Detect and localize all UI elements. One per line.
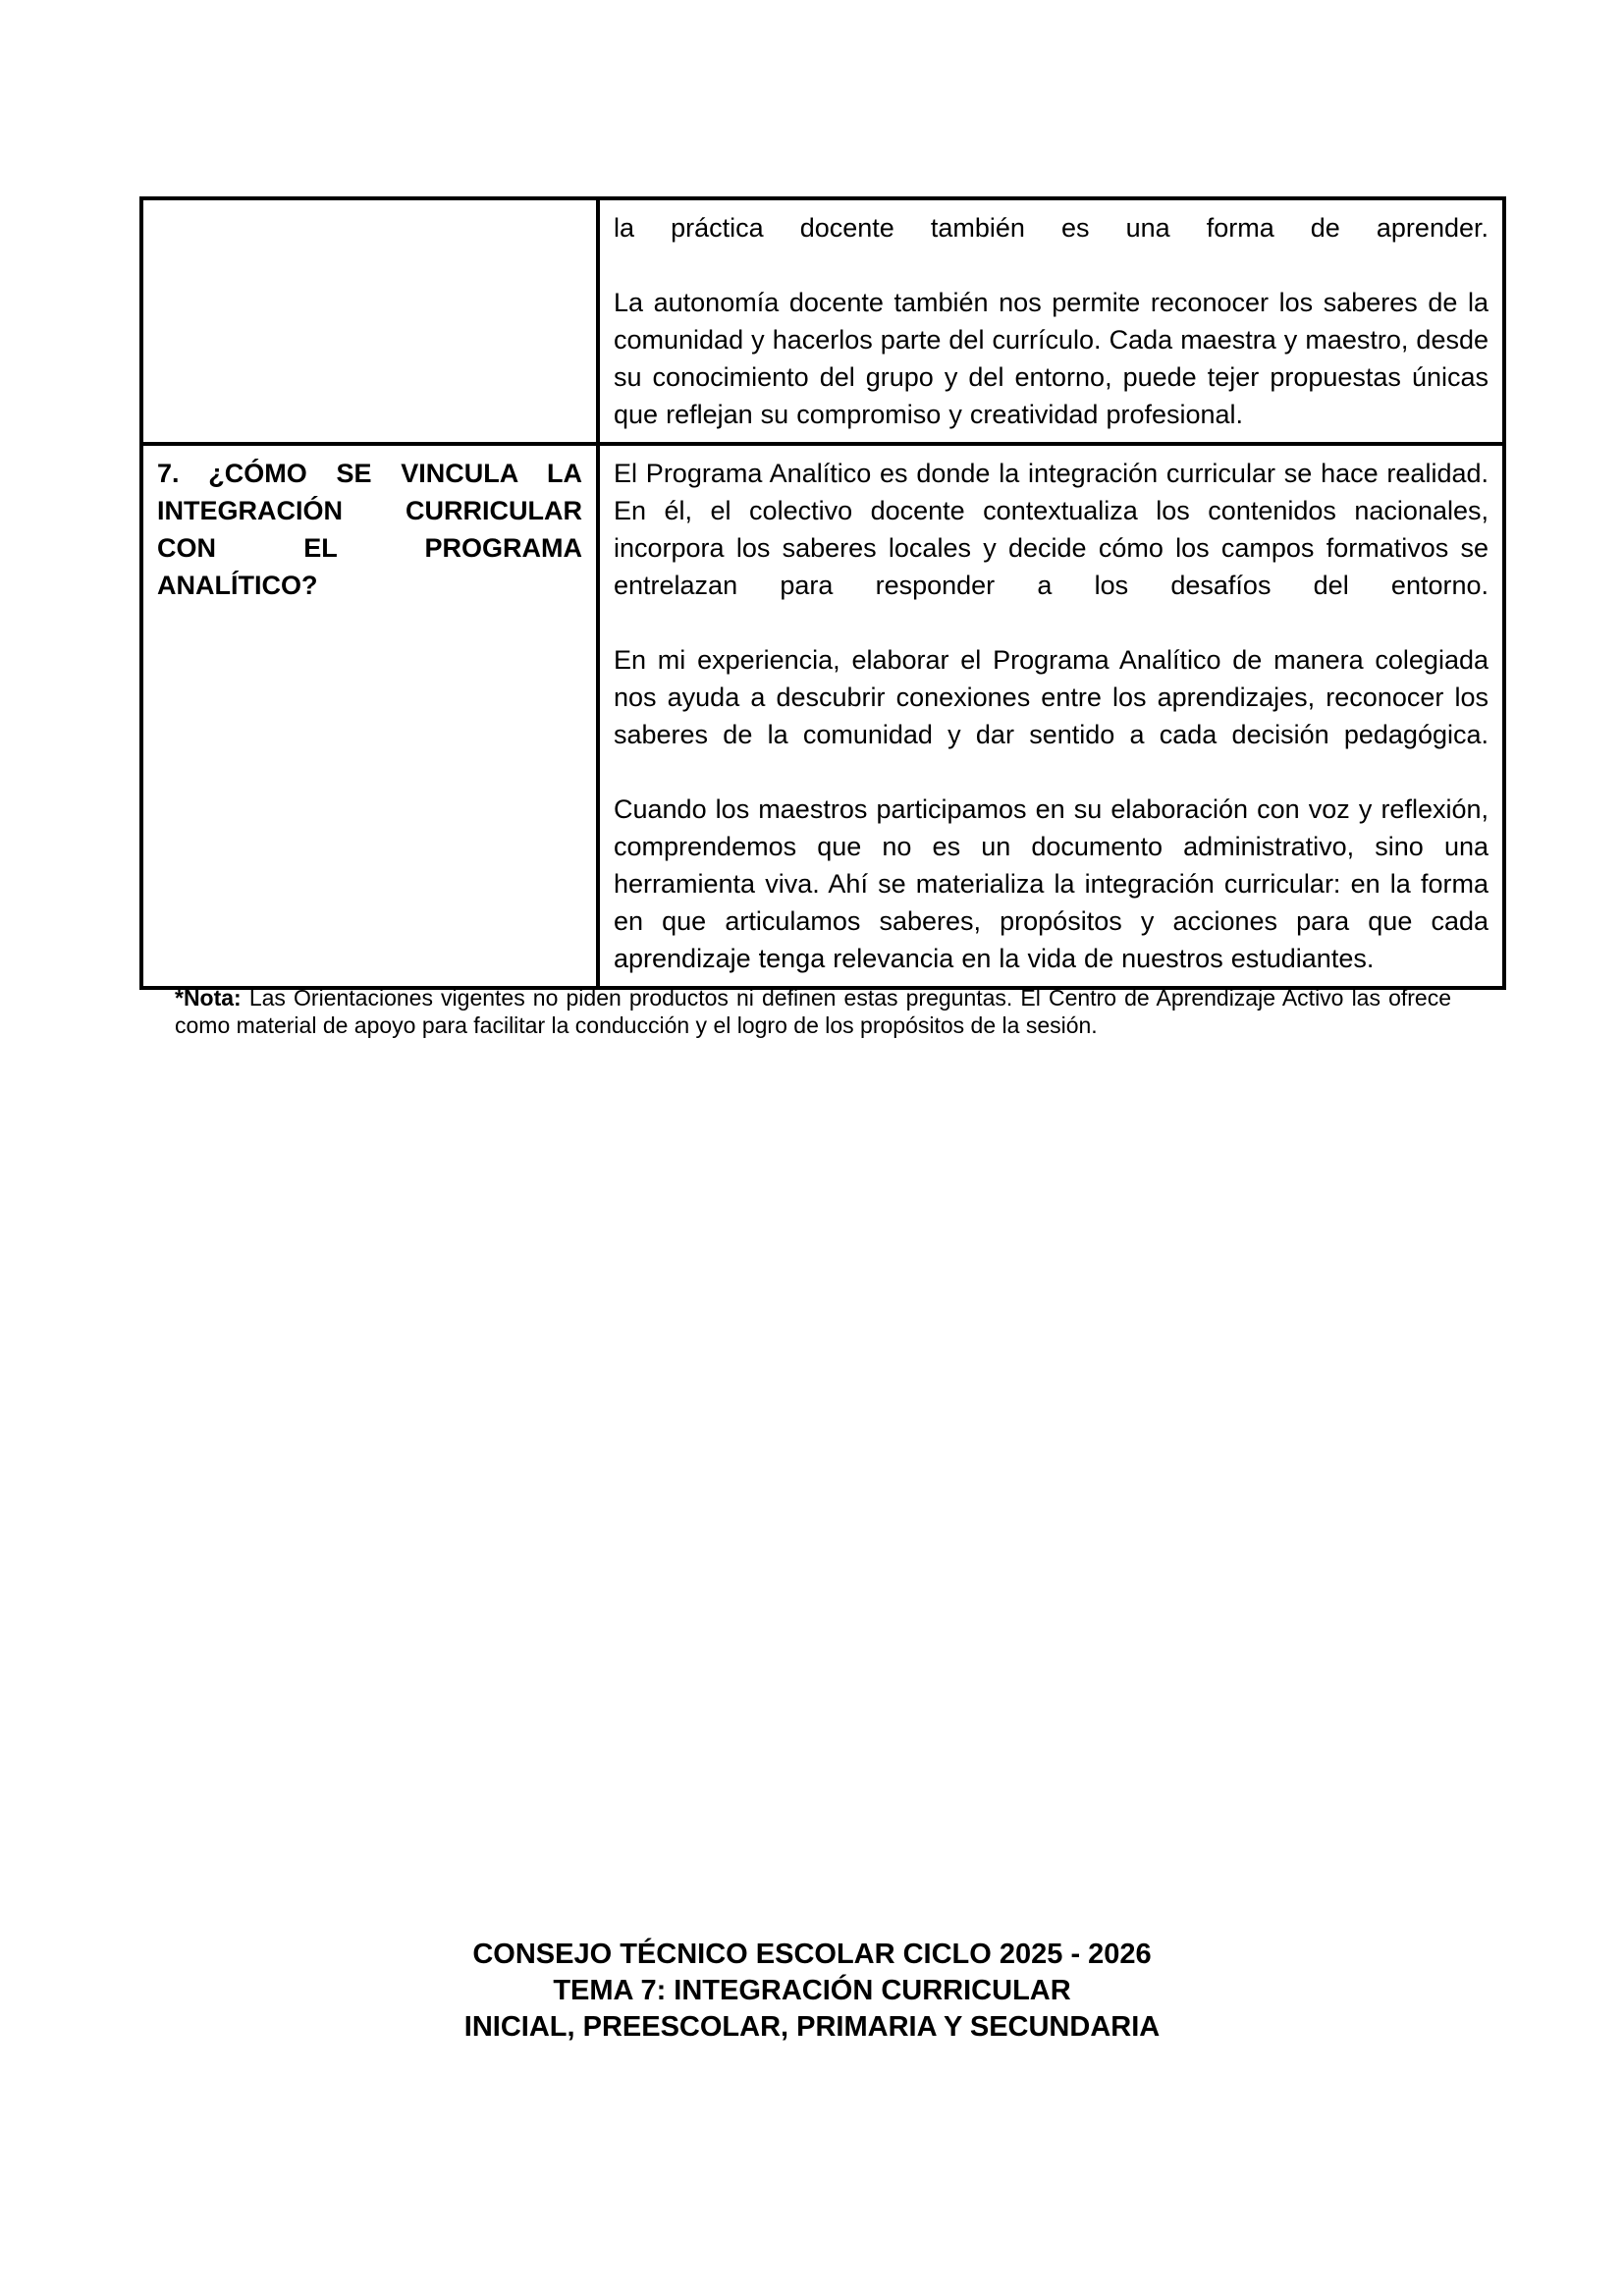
answer-paragraph: Cuando los maestros participamos en su elaboración con voz y reflexión, comprendemos que no es un documento administrativo, sino una herramienta viva. Ahí se materializa la integración curricular: en la forma en que articulamos saberes, propósitos y acciones para que cada aprendizaje tenga relevancia en la vida de nuestros estudiantes. <box>614 794 1489 973</box>
question-heading: 7. ¿CÓMO SE VINCULA LA INTEGRACIÓN CURRICULAR CON EL PROGRAMA ANALÍTICO? <box>157 459 582 600</box>
answer-paragraph: la práctica docente también es una forma de aprender. <box>614 213 1489 243</box>
answer-paragraph: El Programa Analítico es donde la integración curricular se hace realidad. En él, el colectivo docente contextualiza los contenidos nacionales, incorpora los saberes locales y decide cómo los campos formativos se entrelazan para responder a los desafíos del entorno. <box>614 459 1489 600</box>
footer-line-theme: TEMA 7: INTEGRACIÓN CURRICULAR <box>553 1975 1071 2006</box>
answer-paragraph: La autonomía docente también nos permite reconocer los saberes de la comunidad y hacerlos parte del currículo. Cada maestra y maestro, desde su conocimiento del grupo y del entorno, puede tejer propuestas únicas que reflejan su compromiso y creatividad profesional. <box>614 288 1489 429</box>
answer-cell-continuation <box>598 198 1504 444</box>
table-row-continuation <box>141 198 1504 444</box>
footnote-text: Las Orientaciones vigentes no piden productos ni definen estas preguntas. El Centro de Aprendizaje Activo las ofrece como material de apoyo para facilitar la conducción y el logro de los propósitos de la sesión. <box>175 985 1451 1038</box>
content-table <box>139 196 1506 990</box>
question-cell <box>141 444 598 988</box>
footnote-label: *Nota: <box>175 985 242 1011</box>
answer-cell <box>598 444 1504 988</box>
footer-line-council: CONSEJO TÉCNICO ESCOLAR CICLO 2025 - 2026 <box>472 1939 1152 1970</box>
table-row-question-7 <box>141 444 1504 988</box>
page-footer <box>159 1937 1465 2046</box>
question-cell-empty <box>141 198 598 444</box>
footer-line-levels: INICIAL, PREESCOLAR, PRIMARIA Y SECUNDARIA <box>463 2011 1161 2043</box>
footnote <box>175 984 1451 1039</box>
answer-paragraph: En mi experiencia, elaborar el Programa Analítico de manera colegiada nos ayuda a descubrir conexiones entre los aprendizajes, reconocer los saberes de la comunidad y dar sentido a cada decisión pedagógica. <box>614 645 1489 749</box>
